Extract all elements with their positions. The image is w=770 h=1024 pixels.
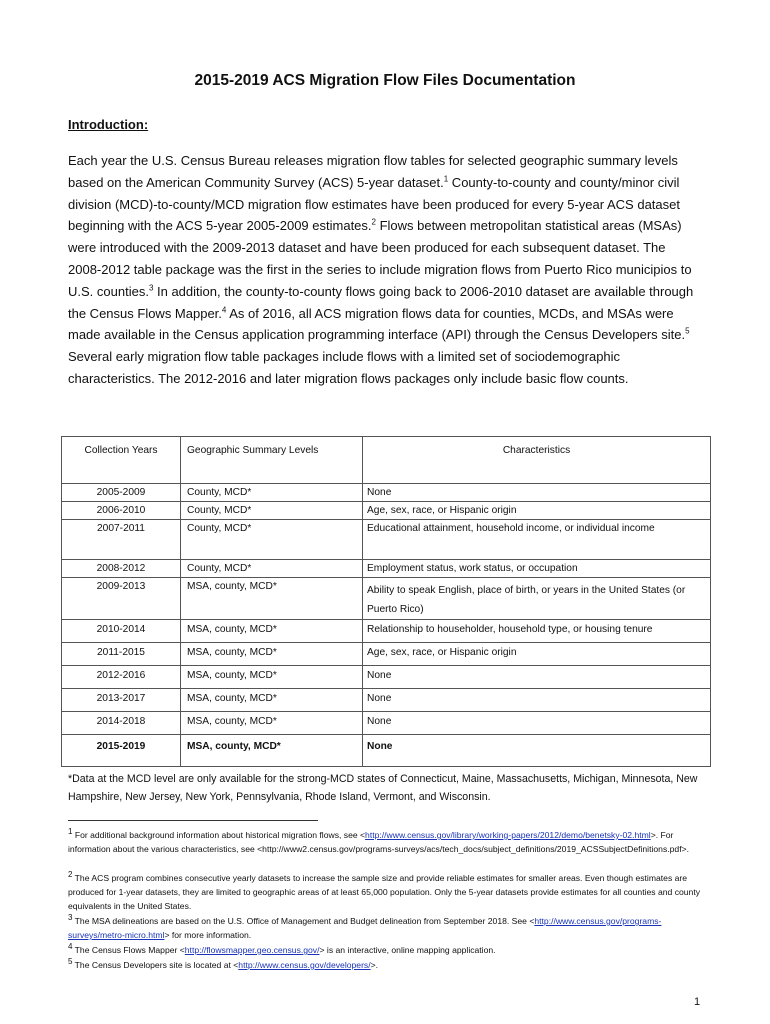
page-title: 2015-2019 ACS Migration Flow Files Documentation bbox=[194, 72, 576, 89]
cell-years: 2008-2012 bbox=[62, 560, 181, 578]
cell-years: 2010-2014 bbox=[62, 620, 181, 643]
intro-text: County-to-county and county/minor civil division (MCD)-to-county/MCD migration flow estimates have been produced for every 5-year ACS dataset beginning with the ACS 5-year 2005-2009 estimates. bbox=[68, 174, 680, 234]
header-characteristics: Characteristics bbox=[363, 437, 711, 484]
cell-levels: County, MCD* bbox=[181, 560, 363, 578]
cell-characteristics: None bbox=[363, 484, 711, 502]
cell-years: 2006-2010 bbox=[62, 502, 181, 520]
footnote-number: 4 bbox=[68, 942, 73, 952]
cell-characteristics: Employment status, work status, or occupation bbox=[363, 560, 711, 578]
footnote-ref: 4 bbox=[221, 305, 227, 315]
cell-characteristics: Educational attainment, household income, or individual income bbox=[363, 520, 711, 560]
cell-levels: MSA, county, MCD* bbox=[181, 620, 363, 643]
cell-levels: MSA, county, MCD* bbox=[181, 643, 363, 666]
cell-characteristics: Relationship to householder, household type, or housing tenure bbox=[363, 620, 711, 643]
footnote-ref: 1 bbox=[443, 174, 449, 184]
cell-characteristics: Age, sex, race, or Hispanic origin bbox=[363, 502, 711, 520]
footnote-text: The Census Flows Mapper < bbox=[72, 945, 185, 955]
footnote-ref: 5 bbox=[685, 327, 690, 337]
table-row bbox=[62, 712, 711, 735]
header-geographic-levels: Geographic Summary Levels bbox=[181, 437, 363, 484]
table-row bbox=[62, 502, 711, 520]
intro-text: Flows between metropolitan statistical areas (MSAs) were introduced with the 2009-2013 dataset and have been produced for each subsequent dataset. The 2008-2012 table package was the first in the series to include migration flows from Puerto Rico municipios to U.S. counties. bbox=[68, 218, 692, 299]
cell-characteristics: None bbox=[363, 689, 711, 712]
table-row bbox=[62, 735, 711, 767]
cell-levels: MSA, county, MCD* bbox=[181, 735, 363, 767]
footnote-3 bbox=[68, 914, 708, 942]
footnote-link[interactable]: http://www.census.gov/developers/ bbox=[238, 960, 371, 970]
cell-levels: County, MCD* bbox=[181, 484, 363, 502]
footnote-2 bbox=[68, 871, 708, 914]
intro-text: Several early migration flow table packages include flows with a limited set of sociodemographic characteristics. The 2012-2016 and later migration flows packages only include basic flow counts. bbox=[68, 349, 629, 386]
cell-characteristics: None bbox=[363, 712, 711, 735]
cell-years: 2009-2013 bbox=[62, 578, 181, 620]
cell-characteristics: None bbox=[363, 666, 711, 689]
header-collection-years: Collection Years bbox=[62, 437, 181, 484]
footnote-1 bbox=[68, 828, 708, 856]
footnote-link[interactable]: http://www.census.gov/programs-surveys/metro-micro.html bbox=[68, 916, 662, 941]
cell-years: 2007-2011 bbox=[62, 520, 181, 560]
intro-text: As of 2016, all ACS migration flows data for counties, MCDs, and MSAs were made available in the Census application programming interface (API) through the Census Developers site. bbox=[68, 305, 686, 343]
table-row bbox=[62, 484, 711, 502]
cell-years: 2013-2017 bbox=[62, 689, 181, 712]
table-row bbox=[62, 689, 711, 712]
footnote-text: >. For information about the various characteristics, see <http://www2.census.gov/programs-surveys/acs/tech_docs/subject_definitions/2019_ACSSubjectDefinitions.pdf>. bbox=[68, 830, 689, 855]
introduction-paragraph bbox=[68, 150, 700, 390]
cell-years: 2011-2015 bbox=[62, 643, 181, 666]
footnote-number: 5 bbox=[68, 957, 73, 967]
footnote-link[interactable]: http://www.census.gov/library/working-papers/2012/demo/benetsky-02.html bbox=[365, 830, 651, 840]
footnote-text: The MSA delineations are based on the U.S. Office of Management and Budget delineation from September 2018. See < bbox=[72, 916, 535, 926]
cell-levels: MSA, county, MCD* bbox=[181, 666, 363, 689]
cell-characteristics: Ability to speak English, place of birth, or years in the United States (or Puerto Rico) bbox=[363, 578, 711, 620]
page-number: 1 bbox=[694, 996, 701, 1008]
cell-years: 2014-2018 bbox=[62, 712, 181, 735]
footnote-text: The Census Developers site is located at < bbox=[72, 960, 239, 970]
footnote-text: >. bbox=[370, 960, 379, 970]
footnote-4 bbox=[68, 943, 708, 957]
cell-levels: County, MCD* bbox=[181, 520, 363, 560]
cell-characteristics: Age, sex, race, or Hispanic origin bbox=[363, 643, 711, 666]
table-header-row bbox=[62, 437, 711, 484]
table-row bbox=[62, 620, 711, 643]
intro-text: Each year the U.S. Census Bureau releases migration flow tables for selected geographic summary levels based on the American Community Survey (ACS) 5-year dataset. bbox=[68, 153, 678, 190]
footnote-ref: 2 bbox=[371, 218, 376, 228]
footnote-number: 2 bbox=[68, 870, 73, 880]
footnote-ref: 3 bbox=[148, 283, 154, 293]
footnote-number: 1 bbox=[68, 827, 73, 837]
cell-levels: MSA, county, MCD* bbox=[181, 578, 363, 620]
footnote-link[interactable]: http://flowsmapper.geo.census.gov/ bbox=[184, 945, 320, 955]
table-row bbox=[62, 560, 711, 578]
cell-levels: MSA, county, MCD* bbox=[181, 712, 363, 735]
footnote-5 bbox=[68, 958, 708, 972]
footnote-text: > is an interactive, online mapping application. bbox=[319, 945, 496, 955]
cell-characteristics: None bbox=[363, 735, 711, 767]
cell-years: 2012-2016 bbox=[62, 666, 181, 689]
footnote-text: > for more information. bbox=[164, 930, 252, 941]
introduction-heading: Introduction: bbox=[68, 117, 149, 132]
migration-flows-table bbox=[61, 436, 711, 767]
cell-levels: MSA, county, MCD* bbox=[181, 689, 363, 712]
footnote-text: For additional background information about historical migration flows, see < bbox=[72, 830, 366, 840]
intro-text: In addition, the county-to-county flows going back to 2006-2010 dataset are available through the Census Flows Mapper. bbox=[68, 283, 694, 321]
table-row bbox=[62, 578, 711, 620]
cell-years: 2005-2009 bbox=[62, 484, 181, 502]
footnote-text: The ACS program combines consecutive yearly datasets to increase the sample size and provide reliable estimates for smaller areas. Even though estimates are produced for 1-year datasets, they are limited to geographic areas of at least 65,000 population. Only the 5-year datasets provide estimates for all counties and county equivalents in the United States. bbox=[68, 873, 701, 912]
footnote-divider bbox=[68, 820, 318, 821]
table-row bbox=[62, 643, 711, 666]
footnote-number: 3 bbox=[68, 913, 73, 923]
cell-levels: County, MCD* bbox=[181, 502, 363, 520]
table-row bbox=[62, 666, 711, 689]
table-row bbox=[62, 520, 711, 560]
cell-years: 2015-2019 bbox=[62, 735, 181, 767]
table-note: *Data at the MCD level are only available for the strong-MCD states of Connecticut, Maine, Massachusetts, Michigan, Minnesota, New Hampshire, New Jersey, New York, Pennsylvania, Rhode Island, Vermont, and Wisconsin. bbox=[68, 773, 698, 803]
